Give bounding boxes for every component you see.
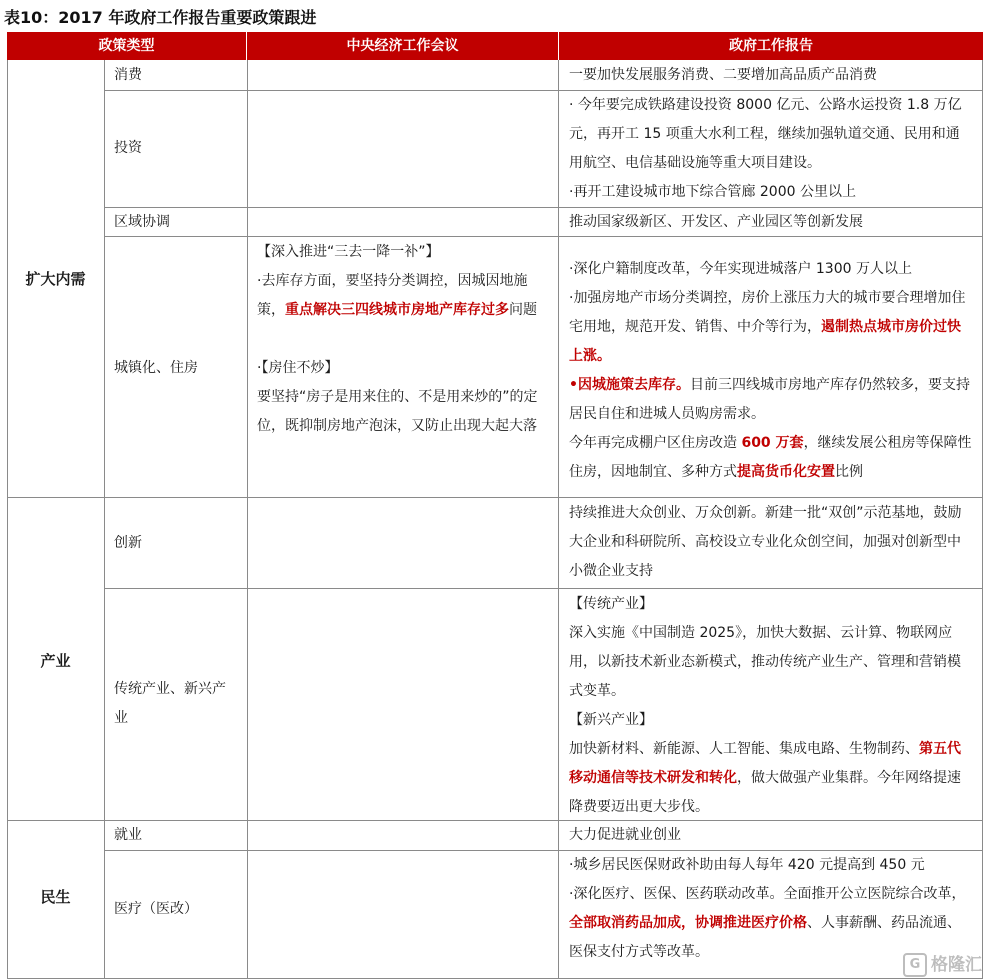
report-urbanization xyxy=(559,255,983,487)
meeting-para-housing: 要坚持“房子是用来住的、不是用来炒的”的定位，既抑制房地产泡沫，又防止出现大起大落 xyxy=(257,389,538,434)
report-text: 比例 xyxy=(835,464,863,480)
watermark-logo-icon: G xyxy=(903,953,927,977)
row-label-regional: 区域协调 xyxy=(114,214,170,230)
report-highlight: 全部取消药品加成，协调推进医疗价格 xyxy=(569,915,807,931)
report-text: 今年再完成棚户区住房改造 xyxy=(569,435,742,451)
table-left-border xyxy=(7,60,8,979)
report-text: 目前三四线城市房地产库存仍然较多，要支持居民自住和进城人员购房需求。 xyxy=(569,377,970,422)
table-title: 表10：2017 年政府工作报告重要政策跟进 xyxy=(4,8,317,27)
group-label-industry: 产业 xyxy=(40,652,71,670)
row-divider xyxy=(104,588,983,589)
watermark xyxy=(903,953,982,977)
report-urbanization-para-1: ·深化户籍制度改革，今年实现进城落户 1300 万人以上 xyxy=(569,261,912,277)
report-medical-para-1: ·城乡居民医保财政补助由每人每年 420 元提高到 450 元 xyxy=(569,857,925,873)
report-text: ，继续发展公租房等保障性住房，因地制宜、多种方式 xyxy=(569,435,972,480)
table-header-row xyxy=(7,32,983,60)
header-gov-report: 政府工作报告 xyxy=(559,32,983,60)
report-medical xyxy=(559,851,983,967)
row-label-employment: 就业 xyxy=(114,827,142,843)
row-label-innovation: 创新 xyxy=(114,535,142,551)
report-highlight: 600 万套 xyxy=(741,435,804,451)
report-highlight: •因城施策去库存。 xyxy=(569,377,690,393)
row-label-investment: 投资 xyxy=(114,140,142,156)
meeting-heading-housing: ·【房住不炒】 xyxy=(257,360,339,376)
report-text: 、人事薪酬、药品流通、医保支付方式等改革。 xyxy=(569,915,961,960)
meeting-heading-destock: 【深入推进“三去一降一补”】 xyxy=(257,244,440,260)
row-label-medical: 医疗（医改） xyxy=(114,901,198,917)
report-heading-emerging: 【新兴产业】 xyxy=(569,712,653,728)
report-employment: 大力促进就业创业 xyxy=(569,827,681,843)
meeting-text: 问题 xyxy=(509,302,537,318)
policy-table xyxy=(7,32,983,979)
report-para-traditional: 深入实施《中国制造 2025》，加快大数据、云计算、物联网应用，以新技术新业态新模式，推动传统产业生产、管理和营销模式变革。 xyxy=(569,625,961,699)
group-label-livelihood: 民生 xyxy=(40,888,71,906)
report-investment-para-2: ·再开工建设城市地下综合管廊 2000 公里以上 xyxy=(569,184,856,200)
report-traditional-emerging xyxy=(559,590,983,822)
row-label-consumption: 消费 xyxy=(114,67,142,83)
report-para-emerging xyxy=(569,735,973,822)
report-consumption: 一要加快发展服务消费、二要增加高品质产品消费 xyxy=(569,67,877,83)
row-label-traditional-emerging: 传统产业、新兴产业 xyxy=(114,681,226,726)
meeting-spacer xyxy=(257,325,548,354)
group-divider xyxy=(7,497,983,498)
meeting-text: ·去库存方面，要坚持分类调控，因城因地施策， xyxy=(257,273,528,318)
report-heading-traditional: 【传统产业】 xyxy=(569,596,653,612)
row-label-urbanization: 城镇化、住房 xyxy=(114,360,198,376)
report-regional: 推动国家级新区、开发区、产业园区等创新发展 xyxy=(569,214,863,230)
report-text: ，做大做强产业集群。今年网络提速降费要迈出更大步伐。 xyxy=(569,770,961,815)
report-highlight: 遏制热点城市房价过快上涨。 xyxy=(569,319,961,364)
report-investment xyxy=(559,91,983,207)
meeting-urbanization xyxy=(247,238,558,441)
header-policy-type: 政策类型 xyxy=(7,32,247,60)
report-highlight: 第五代移动通信等技术研发和转化 xyxy=(569,741,961,786)
col-divider-2 xyxy=(247,60,248,979)
report-text: ·加强房地产市场分类调控，房价上涨压力大的城市要合理增加住宅用地，规范开发、销售、中介等行为， xyxy=(569,290,966,335)
meeting-highlight: 重点解决三四线城市房地产库存过多 xyxy=(285,302,509,318)
meeting-para-destock xyxy=(257,267,548,325)
report-urbanization-para-3 xyxy=(569,371,973,429)
report-text: 加快新材料、新能源、人工智能、集成电路、生物制药、 xyxy=(569,741,919,757)
group-label-domestic-demand: 扩大内需 xyxy=(25,270,86,288)
report-highlight: 提高货币化安置 xyxy=(737,464,835,480)
report-urbanization-para-4 xyxy=(569,429,973,487)
watermark-text: 格隆汇 xyxy=(931,955,982,975)
report-innovation: 持续推进大众创业、万众创新。新建一批“双创”示范基地，鼓励大企业和科研院所、高校设立专业化众创空间，加强对创新型中小微企业支持 xyxy=(569,505,962,579)
report-text: ·深化医疗、医保、医药联动改革。全面推开公立医院综合改革， xyxy=(569,886,966,902)
report-investment-para-1: · 今年要完成铁路建设投资 8000 亿元、公路水运投资 1.8 万亿元，再开工 15 项重大水利工程，继续加强轨道交通、民用和通用航空、电信基础设施等重大项目建设。 xyxy=(569,97,962,171)
header-central-meeting: 中央经济工作会议 xyxy=(247,32,559,60)
report-urbanization-para-2 xyxy=(569,284,973,371)
